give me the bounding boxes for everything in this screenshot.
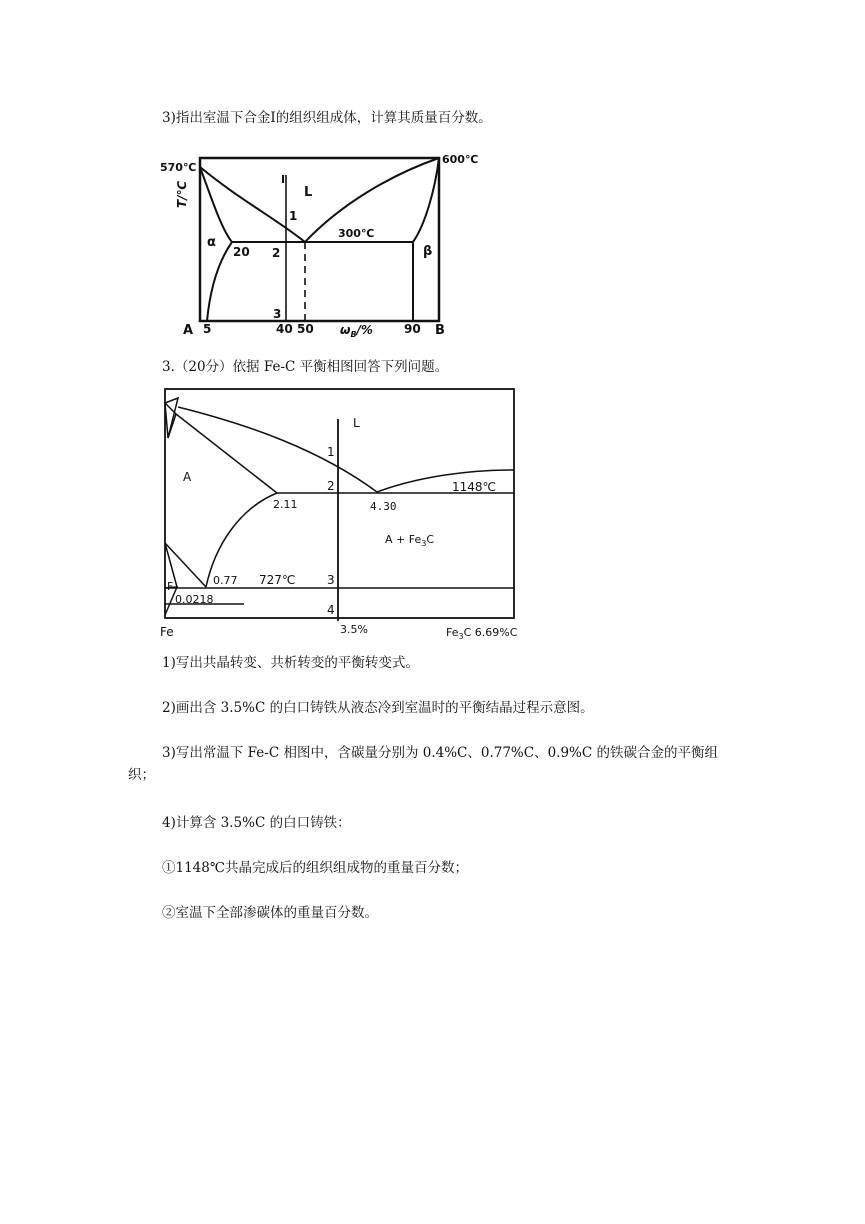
- d2-p1: 1: [327, 445, 335, 459]
- d1-p2: 2: [272, 246, 281, 260]
- d2-c00218: 0.0218: [175, 593, 214, 606]
- d1-liquid: L: [304, 185, 313, 200]
- d1-beta-solidus: [413, 158, 439, 242]
- d1-c20: 20: [233, 245, 250, 259]
- d1-alpha: α: [207, 235, 216, 250]
- d2-p2: 2: [327, 479, 335, 493]
- d1-x5: 5: [203, 322, 212, 336]
- d2-A: A: [183, 470, 192, 484]
- d2-c077: 0.77: [213, 574, 238, 587]
- item-4: 4)计算含 3.5%C 的白口铸铁：: [162, 815, 351, 831]
- d1-x-axis: $\omega_B/\%$: [340, 323, 373, 339]
- d1-y-axis: T/℃: [175, 180, 189, 208]
- d2-c35: 3.5%: [340, 623, 368, 636]
- d1-A: A: [183, 323, 194, 338]
- d2-c430: 4.30: [370, 500, 397, 513]
- d2-t1148: 1148℃: [452, 480, 497, 494]
- d1-alloy: Ⅰ: [281, 173, 286, 186]
- d2-F: F: [167, 580, 174, 593]
- d1-eutectic-temp: 300℃: [338, 227, 375, 240]
- d1-frame: [200, 158, 439, 321]
- d2-fe3c: $Fe_3C$ 6.69%C: [446, 626, 518, 641]
- item-6: ②室温下全部渗碳体的重量百分数。: [162, 905, 378, 921]
- d1-t-left: 570℃: [160, 161, 197, 174]
- d1-p3: 3: [273, 307, 282, 321]
- item-3: 3)写出常温下 Fe-C 相图中，含碳量分别为 0.4%C、0.77%C、0.9%C 的铁碳合金的平衡组织；: [128, 745, 718, 783]
- d2-c211: 2.11: [273, 498, 298, 511]
- q3-intro: 3)指出室温下合金Ⅰ的组织组成体，计算其质量百分数。: [162, 110, 492, 126]
- item-1: 1)写出共晶转变、共析转变的平衡转变式。: [162, 655, 419, 671]
- d2-p4: 4: [327, 603, 335, 617]
- d1-B: B: [435, 323, 445, 338]
- d2-t727: 727℃: [259, 573, 296, 587]
- d1-x90: 90: [404, 322, 421, 336]
- d1-t-right: 600℃: [442, 153, 479, 166]
- d2-Fe: Fe: [160, 625, 174, 639]
- d1-alpha-solvus: [207, 242, 232, 321]
- d2-L: L: [353, 416, 360, 430]
- question3-title: 3.（20分）依据 Fe-C 平衡相图回答下列问题。: [162, 359, 449, 375]
- d1-beta: β: [423, 244, 433, 259]
- d2-phase-mix: $A + Fe_3C$: [385, 533, 435, 548]
- d1-alpha-solidus: [200, 167, 232, 242]
- d2-p3: 3: [327, 573, 335, 587]
- d1-p1: 1: [289, 209, 298, 223]
- d1-x40: 40: [276, 322, 293, 336]
- d1-x50: 50: [297, 322, 314, 336]
- d1-liquidus-left: [200, 167, 305, 242]
- item-2: 2)画出含 3.5%C 的白口铸铁从液态冷到室温时的平衡结晶过程示意图。: [162, 700, 594, 716]
- item-5: ①1148℃共晶完成后的组织组成物的重量百分数；: [162, 860, 468, 876]
